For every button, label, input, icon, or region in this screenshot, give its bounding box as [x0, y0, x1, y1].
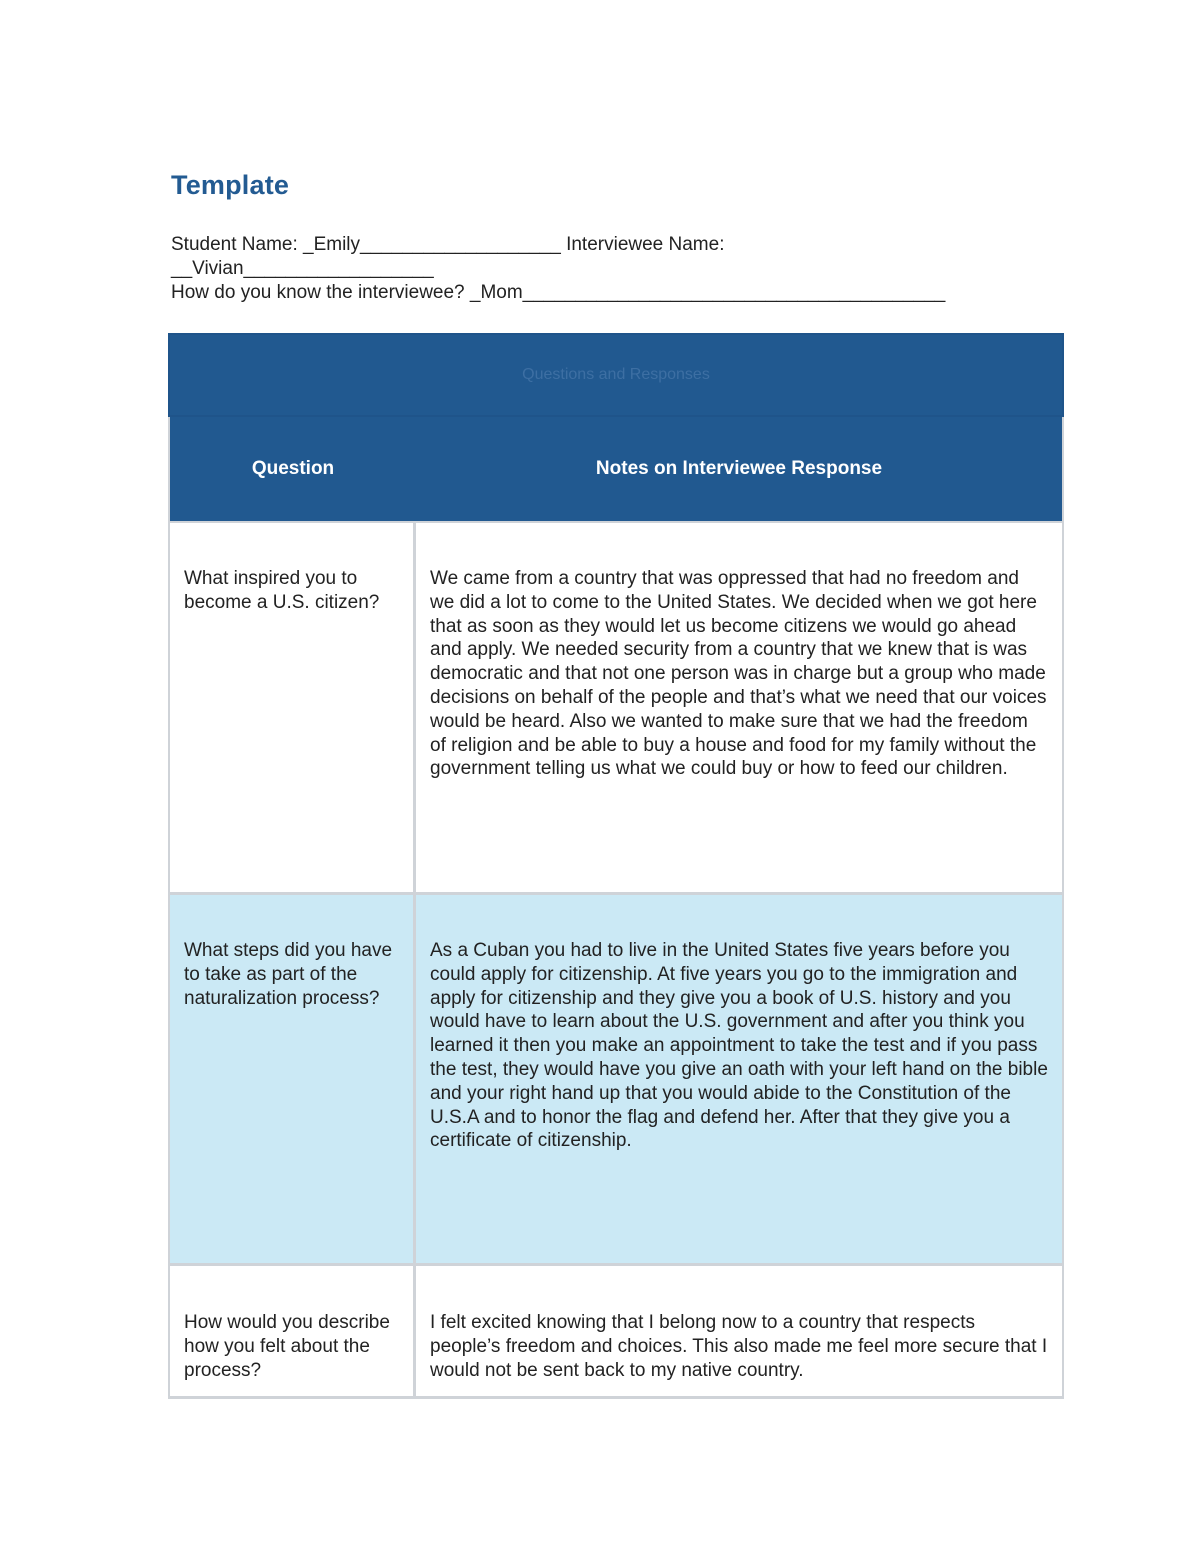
interviewee-name-line: __Vivian__________________ [171, 258, 434, 279]
student-interviewee-line: Student Name: _Emily___________________ Interviewee Name: [171, 234, 725, 255]
column-header-response: Notes on Interviewee Response [595, 458, 883, 479]
table-row [168, 895, 1064, 1266]
question-cell: How would you describe how you felt about the process? [170, 1266, 416, 1396]
relationship-line: How do you know the interviewee? _Mom________________________________________ [171, 282, 946, 303]
table-header-row [168, 417, 1064, 523]
table-banner-title: Questions and Responses [522, 366, 710, 383]
question-cell: What steps did you have to take as part of the naturalization process? [170, 895, 416, 1263]
response-cell: As a Cuban you had to live in the United States five years before you could apply for citizenship. At five years you go to the immigration and apply for citizenship and they give you a book of U.S. history and you would have to learn about the U.S. government and after you think you learned it then you make an appointment to take the test and if you pass the test, they would have you give an oath with your left hand on the bible and your right hand up that you would abide to the Constitution of the U.S.A and to honor the flag and defend her. After that they give you a certificate of citizenship. [430, 940, 1048, 1152]
table-row [168, 523, 1064, 895]
question-cell: What inspired you to become a U.S. citizen? [170, 523, 416, 892]
response-cell: I felt excited knowing that I belong now to a country that respects people’s freedom and choices. This also made me feel more secure that I would not be sent back to my native country. [430, 1312, 1048, 1381]
table-row [168, 1266, 1064, 1399]
response-cell: We came from a country that was oppressed that had no freedom and we did a lot to come to the United States. We decided when we got here that as soon as they would let us become citizens we would go ahead and apply. We needed security from a country that we knew that is was democratic and that not one person was in charge but a group who made decisions on behalf of the people and that’s what we need that our voices would be heard. Also we wanted to make sure that we had the freedom of religion and be able to buy a house and food for my family without the government telling us what we could buy or how to feed our children. [430, 568, 1047, 780]
interview-table [168, 333, 1064, 1399]
table-banner [168, 333, 1064, 417]
column-header-question: Question [251, 458, 335, 479]
header-info [171, 233, 1071, 305]
page-title: Template [171, 170, 290, 200]
